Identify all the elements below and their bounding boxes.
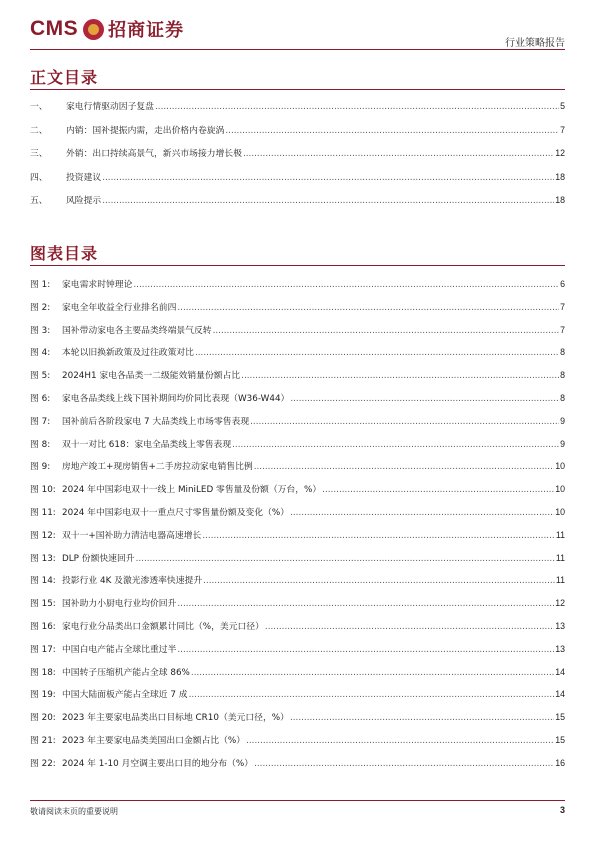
entry-number: 图 2: xyxy=(30,302,51,313)
entry-page-number: 15 xyxy=(555,734,565,745)
entry-page-number: 12 xyxy=(555,148,565,158)
entry-number: 二、 xyxy=(30,125,48,136)
entry-page-number: 10 xyxy=(555,506,565,517)
figure-entry[interactable] xyxy=(30,410,565,433)
entry-page-number: 7 xyxy=(560,124,565,135)
entry-number: 图 20: xyxy=(30,713,56,724)
logo-text-cn: 招商证券 xyxy=(108,20,185,41)
entry-number: 图 8: xyxy=(30,439,51,450)
figure-entry[interactable] xyxy=(30,273,565,296)
entry-number: 图 14: xyxy=(30,576,56,587)
figure-entry[interactable] xyxy=(30,706,565,729)
figure-entry[interactable] xyxy=(30,296,565,319)
entry-page-number: 12 xyxy=(555,598,565,609)
entry-page-number: 18 xyxy=(555,171,565,182)
leader-dots xyxy=(243,143,554,167)
entry-number: 图 9: xyxy=(30,462,51,473)
figure-entry[interactable] xyxy=(30,501,565,524)
figure-entry[interactable] xyxy=(30,364,565,387)
entry-number: 五、 xyxy=(30,196,48,206)
leader-dots xyxy=(322,479,554,502)
entry-page-number: 6 xyxy=(560,279,565,289)
leader-dots xyxy=(203,570,555,593)
leader-dots xyxy=(102,167,554,191)
entry-number: 图 6: xyxy=(30,393,51,404)
contents-entry[interactable] xyxy=(30,166,565,190)
report-type-label: 行业策略报告 xyxy=(505,38,565,49)
figure-entry[interactable] xyxy=(30,569,565,592)
figure-entry[interactable] xyxy=(30,319,565,342)
entry-page-number: 7 xyxy=(560,324,565,335)
leader-dots xyxy=(241,365,559,388)
figure-entry[interactable] xyxy=(30,592,565,615)
entry-page-number: 10 xyxy=(555,461,565,472)
entry-page-number: 15 xyxy=(555,712,565,723)
entry-number: 图 12: xyxy=(30,530,56,541)
figure-entry[interactable] xyxy=(30,615,565,638)
figures-heading: 图表目录 xyxy=(30,244,99,263)
entry-title: 2023 年主要家电品类出口目标地 CR10（美元口径，%） xyxy=(62,713,289,724)
entry-number: 图 10: xyxy=(30,485,56,496)
leader-dots xyxy=(202,525,555,548)
entry-title: 2024 年 1-10 月空调主要出口目的地分布（%） xyxy=(62,758,254,769)
figure-entry[interactable] xyxy=(30,752,565,775)
entry-page-number: 7 xyxy=(560,301,565,312)
leader-dots xyxy=(177,593,554,616)
entry-page-number: 11 xyxy=(555,575,565,586)
entry-title: 2024 年中国彩电双十一线上 MiniLED 零售量及份额（万台，%） xyxy=(62,485,322,496)
entry-title: 中国大陆面板产能占全球近 7 成 xyxy=(62,690,188,701)
leader-dots xyxy=(290,388,559,411)
leader-dots xyxy=(254,456,555,479)
leader-dots xyxy=(254,753,554,776)
entry-page-number: 8 xyxy=(560,392,565,403)
entry-title: 国补带动家电各主要品类终端景气反转 xyxy=(62,325,212,336)
entry-title: 风险提示 xyxy=(66,196,102,206)
entry-number: 图 22: xyxy=(30,758,56,769)
entry-title: 中国白电产能占全球比重过半 xyxy=(62,644,177,655)
entry-number: 四、 xyxy=(30,172,48,183)
leader-dots xyxy=(195,342,559,365)
entry-title: 双十一对比 618：家电全品类线上零售表现 xyxy=(62,439,232,450)
figures-list xyxy=(30,273,565,775)
leader-dots xyxy=(250,411,559,434)
leader-dots xyxy=(189,684,555,707)
leader-dots xyxy=(290,707,554,730)
entry-title: DLP 份额快速回升 xyxy=(62,553,135,564)
page-header xyxy=(0,0,595,52)
entry-title: 2024 年中国彩电双十一重点尺寸零售量份额及变化（%） xyxy=(62,507,290,518)
entry-title: 内销：国补提振内需，走出价格内卷旋涡 xyxy=(66,125,225,136)
entry-page-number: 9 xyxy=(560,438,565,449)
leader-dots xyxy=(177,639,554,662)
entry-page-number: 10 xyxy=(555,484,565,495)
header-divider xyxy=(30,49,565,50)
entry-number: 图 11: xyxy=(30,507,56,518)
leader-dots xyxy=(213,320,560,343)
leader-dots xyxy=(246,730,554,753)
figure-entry[interactable] xyxy=(30,638,565,661)
leader-dots xyxy=(265,616,554,639)
contents-list xyxy=(30,95,565,213)
leader-dots xyxy=(290,502,554,525)
figures-divider xyxy=(30,265,565,266)
contents-divider xyxy=(30,89,565,90)
entry-title: 中国转子压缩机产能占全球 86% xyxy=(62,667,190,678)
contents-heading: 正文目录 xyxy=(30,68,99,87)
entry-number: 图 15: xyxy=(30,599,56,610)
footer-disclaimer: 敬请阅读末页的重要说明 xyxy=(30,807,118,816)
entry-page-number: 11 xyxy=(555,552,565,563)
figure-entry[interactable] xyxy=(30,547,565,570)
entry-number: 图 18: xyxy=(30,667,56,678)
entry-number: 图 13: xyxy=(30,553,56,564)
leader-dots xyxy=(133,274,559,297)
cms-logo xyxy=(30,16,184,42)
logo-text-en: CMS xyxy=(30,17,79,40)
leader-dots xyxy=(155,96,559,120)
entry-title: 家电各品类线上线下国补期间均价同比表现（W36-W44） xyxy=(62,393,290,404)
entry-page-number: 9 xyxy=(560,415,565,426)
contents-entry[interactable] xyxy=(30,189,565,213)
entry-number: 图 16: xyxy=(30,621,56,632)
entry-title: 房地产竣工+现房销售+二手房拉动家电销售比例 xyxy=(62,462,253,473)
page-number: 3 xyxy=(559,805,565,815)
figure-entry[interactable] xyxy=(30,341,565,364)
leader-dots xyxy=(177,297,559,320)
entry-title: 国补前后各阶段家电 7 大品类线上市场零售表现 xyxy=(62,416,250,427)
figure-entry[interactable] xyxy=(30,524,565,547)
figure-entry[interactable] xyxy=(30,387,565,410)
entry-title: 本轮以旧换新政策及过往政策对比 xyxy=(62,348,194,359)
figure-entry[interactable] xyxy=(30,478,565,501)
entry-title: 投影行业 4K 及激光渗透率快速提升 xyxy=(62,576,203,587)
entry-page-number: 8 xyxy=(560,370,565,381)
leader-dots xyxy=(136,548,555,571)
entry-page-number: 11 xyxy=(555,529,565,540)
entry-number: 图 4: xyxy=(30,348,51,359)
entry-number: 三、 xyxy=(30,149,48,159)
entry-page-number: 5 xyxy=(560,101,565,111)
entry-title: 2024H1 家电各品类一二级能效销量份额占比 xyxy=(62,371,241,382)
entry-page-number: 18 xyxy=(555,195,565,205)
entry-number: 图 17: xyxy=(30,644,56,655)
logo-emblem-icon xyxy=(83,19,104,40)
entry-number: 一、 xyxy=(30,102,48,112)
leader-dots xyxy=(225,120,559,144)
entry-title: 双十一+国补助力清洁电器高速增长 xyxy=(62,530,202,541)
entry-page-number: 8 xyxy=(560,347,565,358)
leader-dots xyxy=(102,190,554,214)
figure-entry[interactable] xyxy=(30,729,565,752)
figure-entry[interactable] xyxy=(30,455,565,478)
leader-dots xyxy=(191,662,554,685)
entry-page-number: 13 xyxy=(555,643,565,654)
entry-title: 国补助力小厨电行业均价回升 xyxy=(62,599,177,610)
entry-page-number: 14 xyxy=(555,689,565,700)
figure-entry[interactable] xyxy=(30,433,565,456)
entry-page-number: 16 xyxy=(555,757,565,768)
footer-divider xyxy=(30,800,565,801)
entry-title: 家电行情驱动因子复盘 xyxy=(66,102,154,112)
entry-number: 图 1: xyxy=(30,280,51,290)
entry-number: 图 3: xyxy=(30,325,51,336)
contents-entry[interactable] xyxy=(30,119,565,143)
figure-entry[interactable] xyxy=(30,661,565,684)
leader-dots xyxy=(232,434,559,457)
entry-title: 投资建议 xyxy=(66,172,102,183)
entry-number: 图 5: xyxy=(30,371,51,382)
contents-entry[interactable] xyxy=(30,95,565,119)
figure-entry[interactable] xyxy=(30,683,565,706)
entry-number: 图 19: xyxy=(30,690,56,701)
entry-title: 家电全年收益全行业排名前四 xyxy=(62,302,177,313)
entry-number: 图 21: xyxy=(30,735,56,746)
entry-page-number: 14 xyxy=(555,666,565,677)
entry-title: 家电行业分品类出口金额累计同比（%，美元口径） xyxy=(62,621,264,632)
entry-title: 外销：出口持续高景气，新兴市场接力增长极 xyxy=(66,149,242,159)
entry-title: 家电需求时钟理论 xyxy=(62,280,133,290)
contents-entry[interactable] xyxy=(30,142,565,166)
entry-page-number: 13 xyxy=(555,620,565,631)
entry-title: 2023 年主要家电品类美国出口金额占比（%） xyxy=(62,735,246,746)
entry-number: 图 7: xyxy=(30,416,51,427)
